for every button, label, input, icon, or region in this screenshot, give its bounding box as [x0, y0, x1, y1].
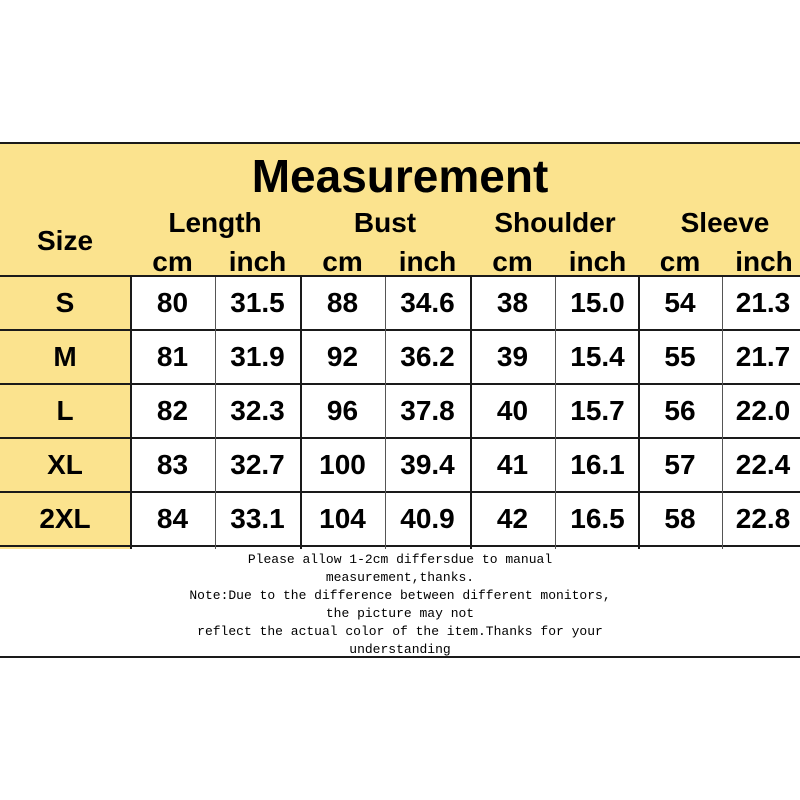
notes-box — [0, 550, 800, 658]
chart-title: Measurement — [251, 150, 549, 202]
measurement-cell: 92 — [326, 341, 359, 372]
measurement-cell: 33.1 — [230, 503, 285, 534]
measurement-cell: 15.0 — [570, 287, 625, 318]
measurement-cell: 21.7 — [735, 341, 791, 372]
measurement-cell: 22.0 — [735, 395, 791, 426]
measurement-cell: 41 — [496, 449, 529, 480]
note-line: the picture may not — [325, 606, 475, 621]
measurement-cell: 88 — [326, 287, 359, 318]
measurement-cell: 22.8 — [735, 503, 791, 534]
size-label: 2XL — [39, 503, 91, 534]
measurement-cell: 54 — [664, 287, 696, 318]
measurement-cell: 32.7 — [230, 449, 285, 480]
measurement-cell: 40.9 — [400, 503, 455, 534]
measurement-cell: 56 — [664, 395, 696, 426]
shoulder-inch-header: inch — [568, 246, 627, 277]
measurement-cell: 31.5 — [230, 287, 285, 318]
measurement-cell: 37.8 — [400, 395, 455, 426]
length-header: Length — [168, 207, 262, 238]
table-row — [0, 277, 800, 331]
sleeve-inch-header: inch — [735, 246, 793, 277]
measurement-cell: 21.3 — [735, 287, 791, 318]
measurement-cell: 36.2 — [400, 341, 455, 372]
note-line: measurement,thanks. — [325, 570, 475, 585]
divider — [385, 277, 386, 549]
size-chart — [0, 142, 800, 658]
sleeve-header: Sleeve — [680, 207, 770, 238]
divider — [555, 277, 556, 549]
length-cm-header: cm — [152, 246, 193, 277]
measurement-cell: 22.4 — [735, 449, 791, 480]
measurement-cell: 34.6 — [400, 287, 455, 318]
sleeve-cm-header: cm — [659, 246, 701, 277]
divider — [300, 277, 302, 549]
table-row — [0, 331, 800, 385]
note-line: Please allow 1-2cm differsdue to manual — [247, 552, 553, 567]
measurement-cell: 40 — [496, 395, 529, 426]
divider — [130, 277, 132, 549]
note-line: understanding — [349, 642, 451, 657]
measurement-cell: 39 — [496, 341, 529, 372]
size-label: S — [55, 287, 75, 318]
table-row — [0, 493, 800, 547]
measurement-cell: 96 — [326, 395, 359, 426]
note-line: reflect the actual color of the item.Thanks for your — [197, 624, 603, 639]
table-header — [0, 142, 800, 277]
measurement-cell: 16.1 — [570, 449, 625, 480]
table-row — [0, 385, 800, 439]
measurement-cell: 42 — [496, 503, 529, 534]
divider — [638, 277, 640, 549]
measurement-cell: 55 — [664, 341, 696, 372]
bust-cm-header: cm — [322, 246, 363, 277]
bust-header: Bust — [353, 207, 417, 238]
length-inch-header: inch — [228, 246, 287, 277]
bust-inch-header: inch — [398, 246, 457, 277]
measurement-cell: 104 — [319, 503, 366, 534]
table-row — [0, 439, 800, 493]
measurement-cell: 15.7 — [570, 395, 625, 426]
divider — [215, 277, 216, 549]
size-label: L — [56, 395, 74, 426]
note-line: Note:Due to the difference between different monitors, — [189, 588, 611, 603]
shoulder-header: Shoulder — [494, 207, 616, 238]
measurement-cell: 80 — [156, 287, 189, 318]
divider — [470, 277, 472, 549]
measurement-cell: 16.5 — [570, 503, 625, 534]
measurement-cell: 58 — [664, 503, 696, 534]
measurement-cell: 57 — [664, 449, 696, 480]
measurement-cell: 84 — [156, 503, 189, 534]
measurement-cell: 39.4 — [400, 449, 455, 480]
measurement-cell: 15.4 — [570, 341, 625, 372]
measurement-cell: 31.9 — [230, 341, 285, 372]
measurement-cell: 32.3 — [230, 395, 285, 426]
shoulder-cm-header: cm — [492, 246, 533, 277]
measurement-cell: 38 — [496, 287, 529, 318]
measurement-cell: 83 — [156, 449, 189, 480]
size-label: XL — [47, 449, 83, 480]
measurement-cell: 81 — [156, 341, 189, 372]
divider — [722, 277, 723, 549]
measurement-cell: 82 — [156, 395, 189, 426]
measurement-cell: 100 — [319, 449, 366, 480]
size-column-header: Size — [36, 225, 94, 256]
size-label: M — [53, 341, 77, 372]
